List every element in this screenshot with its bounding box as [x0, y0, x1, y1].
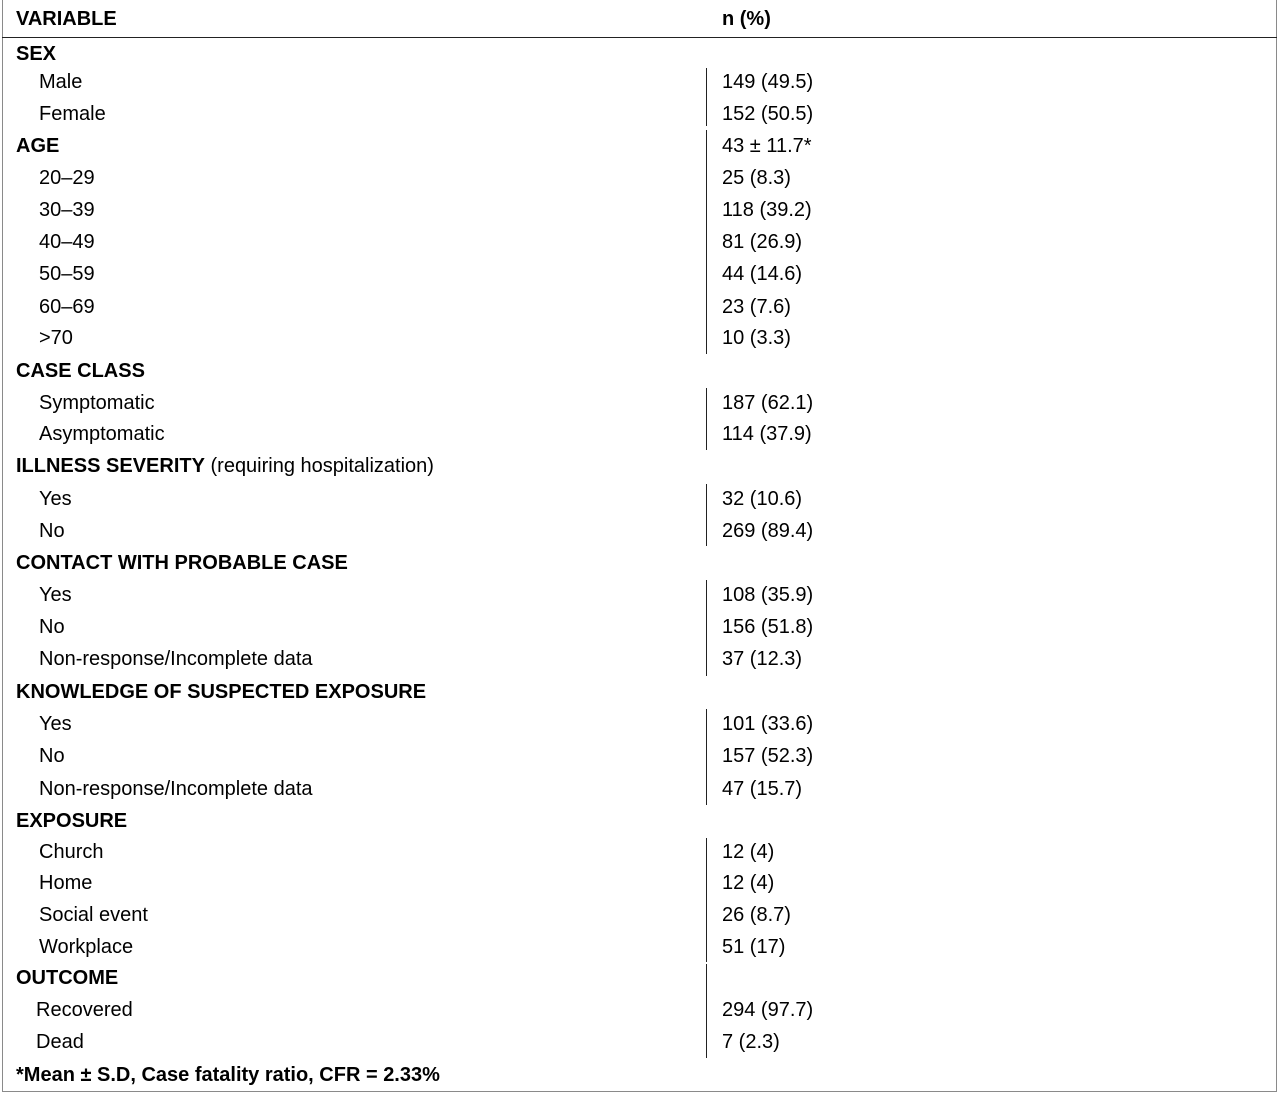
table-row	[2, 194, 1277, 226]
section-note: (requiring hospitalization)	[204, 455, 434, 477]
row-label: Dead	[36, 1031, 84, 1053]
row-value: 152 (50.5)	[722, 103, 814, 125]
row-value: 269 (89.4)	[722, 520, 814, 542]
section-title-text: ILLNESS SEVERITY	[16, 455, 205, 477]
row-label: >70	[39, 327, 73, 349]
row-value: 294 (97.7)	[722, 999, 814, 1021]
table-row	[2, 1026, 1277, 1058]
row-value: 12 (4)	[722, 872, 775, 894]
row-value: 25 (8.3)	[722, 167, 791, 189]
table-row	[2, 162, 1277, 194]
row-label: Workplace	[39, 936, 134, 958]
row-label: Asymptomatic	[39, 423, 165, 445]
table-row	[2, 836, 1277, 868]
row-label: 50–59	[39, 263, 95, 285]
row-value: 149 (49.5)	[722, 71, 814, 93]
row-value: 118 (39.2)	[722, 199, 812, 221]
row-value: 26 (8.7)	[722, 904, 791, 926]
section-row	[2, 676, 1277, 708]
column-divider	[706, 68, 707, 126]
row-label: Yes	[39, 713, 72, 735]
row-label: No	[39, 520, 65, 542]
section-row	[2, 450, 1277, 482]
section-title: CONTACT WITH PROBABLE CASE	[16, 552, 348, 574]
section-row	[2, 130, 1277, 162]
row-label: Symptomatic	[39, 392, 155, 414]
header-variable: VARIABLE	[16, 8, 117, 30]
column-divider	[706, 484, 707, 546]
column-divider	[706, 580, 707, 676]
row-label: Non-response/Incomplete data	[39, 648, 313, 670]
table-row	[2, 66, 1277, 98]
section-title: EXPOSURE	[16, 810, 128, 832]
table-row	[2, 994, 1277, 1026]
row-value: 44 (14.6)	[722, 263, 803, 285]
table-row	[2, 483, 1277, 515]
row-label: Female	[39, 103, 106, 125]
row-value: 81 (26.9)	[722, 231, 803, 253]
row-label: No	[39, 745, 65, 767]
table-row	[2, 931, 1277, 963]
row-label: Non-response/Incomplete data	[39, 778, 313, 800]
table-row	[2, 773, 1277, 805]
row-value: 157 (52.3)	[722, 745, 814, 767]
row-label: 40–49	[39, 231, 95, 253]
table-row	[2, 291, 1277, 323]
row-value: 156 (51.8)	[722, 616, 814, 638]
header-n-percent: n (%)	[722, 8, 771, 30]
table-row	[2, 643, 1277, 675]
row-label: Yes	[39, 584, 72, 606]
row-value: 108 (35.9)	[722, 584, 814, 606]
column-divider	[706, 838, 707, 962]
section-title: SEX	[16, 43, 57, 65]
column-divider	[706, 709, 707, 805]
table-row	[2, 867, 1277, 899]
section-title: KNOWLEDGE OF SUSPECTED EXPOSURE	[16, 681, 427, 703]
column-divider	[706, 388, 707, 450]
row-value: 7 (2.3)	[722, 1031, 780, 1053]
table-row	[2, 579, 1277, 611]
row-label: Home	[39, 872, 93, 894]
column-divider	[706, 964, 707, 1058]
section-title: OUTCOME	[16, 967, 119, 989]
table-row	[2, 899, 1277, 931]
row-value: 32 (10.6)	[722, 488, 803, 510]
table-row	[2, 258, 1277, 290]
row-value: 12 (4)	[722, 841, 775, 863]
row-value: 23 (7.6)	[722, 296, 791, 318]
table-header	[2, 0, 1277, 38]
row-value: 47 (15.7)	[722, 778, 803, 800]
row-label: Recovered	[36, 999, 133, 1021]
section-row	[2, 805, 1277, 837]
section-row	[2, 355, 1277, 387]
row-value: 51 (17)	[722, 936, 786, 958]
row-value: 114 (37.9)	[722, 423, 812, 445]
table-row	[2, 226, 1277, 258]
row-label: Male	[39, 71, 83, 93]
row-label: Church	[39, 841, 104, 863]
table-row	[2, 322, 1277, 354]
row-label: Social event	[39, 904, 148, 926]
section-title	[16, 455, 434, 478]
section-value: 43 ± 11.7*	[722, 135, 812, 157]
table-footnote: *Mean ± S.D, Case fatality ratio, CFR = 2.33%	[16, 1064, 440, 1086]
section-row	[2, 962, 1277, 994]
row-label: No	[39, 616, 65, 638]
table-row	[2, 98, 1277, 130]
table-row	[2, 515, 1277, 547]
row-label: Yes	[39, 488, 72, 510]
row-label: 60–69	[39, 296, 95, 318]
row-value: 187 (62.1)	[722, 392, 814, 414]
section-title: CASE CLASS	[16, 360, 145, 382]
table-row	[2, 611, 1277, 643]
row-label: 30–39	[39, 199, 95, 221]
table-row	[2, 387, 1277, 419]
row-label: 20–29	[39, 167, 95, 189]
table-row	[2, 418, 1277, 450]
section-title: AGE	[16, 135, 60, 157]
row-value: 37 (12.3)	[722, 648, 803, 670]
row-value: 10 (3.3)	[722, 327, 791, 349]
column-divider	[706, 130, 707, 354]
table-row	[2, 740, 1277, 772]
section-row	[2, 547, 1277, 579]
row-value: 101 (33.6)	[722, 713, 814, 735]
table-row	[2, 708, 1277, 740]
